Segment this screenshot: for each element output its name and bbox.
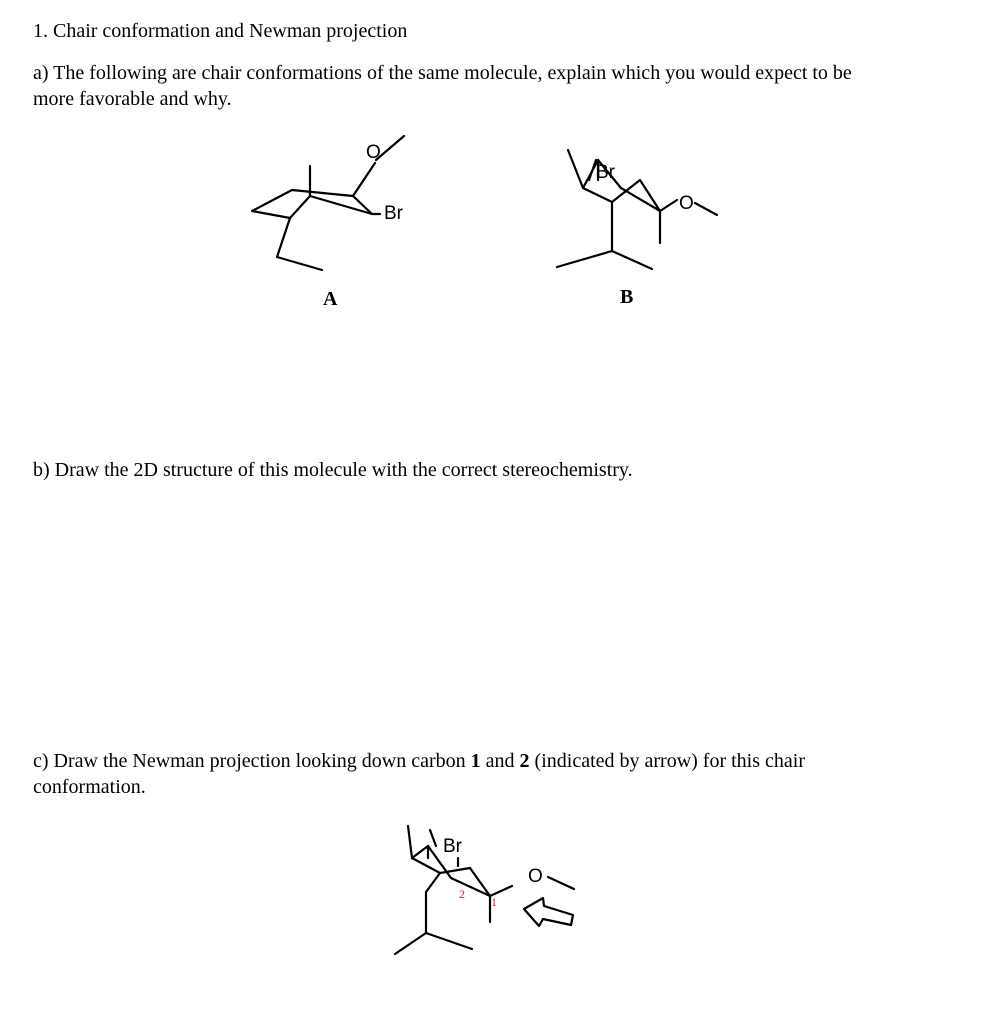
carbon-1-number: 1 [491, 895, 497, 909]
part-a-line2: more favorable and why. [33, 88, 232, 110]
label-a: A [323, 288, 338, 310]
question-title: 1. Chair conformation and Newman projection [33, 20, 408, 42]
bromine-atom-c: Br [443, 836, 462, 857]
arrow-icon [524, 898, 573, 926]
part-b-text: b) Draw the 2D structure of this molecule with the correct stereochemistry. [33, 459, 633, 481]
part-a-line1: a) The following are chair conformations of the same molecule, explain which you would expect to be [33, 62, 852, 84]
oxygen-atom-a: O [366, 142, 381, 163]
label-b: B [620, 286, 634, 308]
oxygen-atom-b: O [679, 193, 694, 214]
bromine-atom-b: Br [596, 162, 615, 183]
carbon-2-number: 2 [459, 887, 465, 901]
part-c-line2: conformation. [33, 776, 146, 798]
bromine-atom-a: Br [384, 203, 403, 224]
chair-c [395, 826, 574, 954]
part-c-line1: c) Draw the Newman projection looking down carbon 1 and 2 (indicated by arrow) for this chair [33, 750, 805, 772]
oxygen-atom-c: O [528, 866, 543, 887]
carbon-1-ref: 1 [470, 750, 481, 772]
chair-a [252, 136, 404, 270]
chair-b [557, 150, 717, 269]
carbon-2-ref: 2 [519, 750, 530, 772]
